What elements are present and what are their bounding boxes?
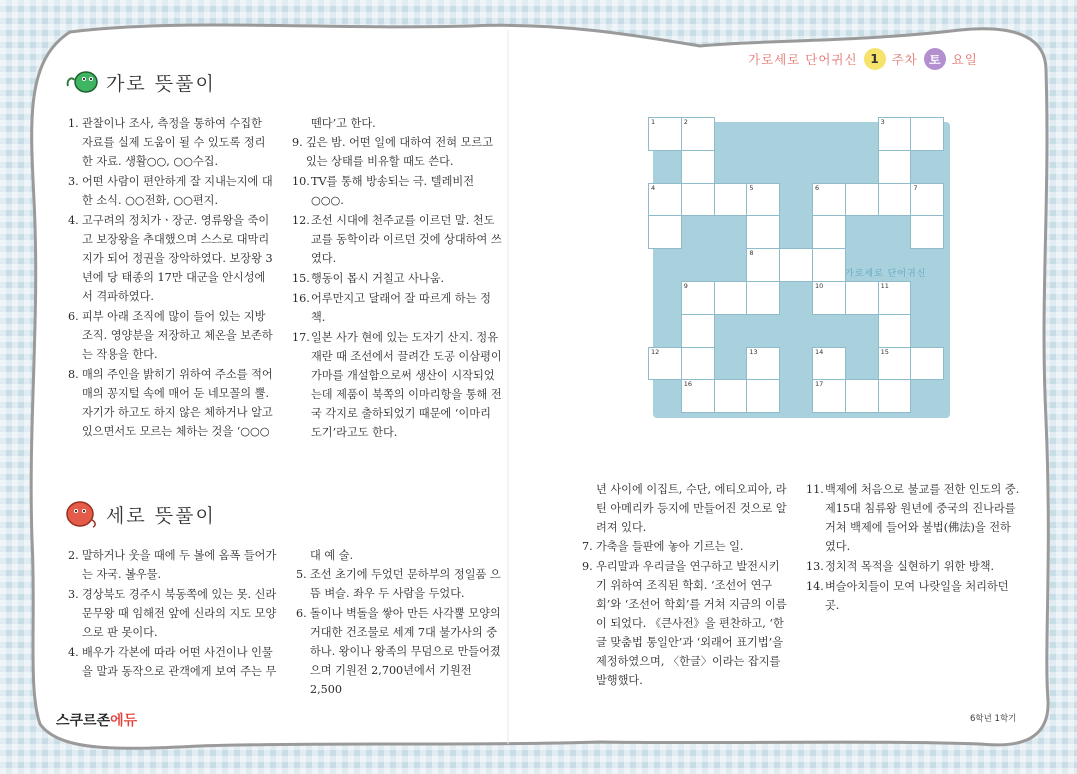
- grade-label: 6학년 1학기: [970, 714, 1017, 724]
- clue-item: [68, 585, 278, 642]
- crossword-cell[interactable]: [681, 314, 715, 348]
- cell-number: 6: [815, 183, 820, 192]
- clue-item: [296, 565, 504, 603]
- clue-number: 4.: [68, 646, 79, 659]
- clue-text: 관찰이나 조사, 측정을 통하여 수집한 자료를 실제 도움이 될 수 있도록 정리한 자료. 생활○○, ○○수집.: [82, 117, 266, 168]
- down-title: 세로 뜻풀이: [106, 504, 216, 527]
- across-heading: [64, 68, 216, 96]
- clue-item: [292, 133, 504, 171]
- ghost-mascot-icon: [64, 498, 100, 530]
- clue-number: 7.: [582, 540, 593, 553]
- clue-number: 11.: [806, 483, 824, 496]
- clue-text: 백제에 처음으로 불교를 전한 인도의 중. 제15대 침류왕 원년에 중국의 진나라를 거쳐 백제에 들어와 불법(佛法)을 전하였다.: [825, 483, 1020, 553]
- crossword-cell[interactable]: [812, 379, 846, 413]
- week-badge: 1: [864, 48, 886, 70]
- cell-number: 14: [815, 347, 824, 356]
- clue-item: [296, 604, 504, 699]
- clue-number: 9.: [292, 136, 303, 149]
- clue-text: 고구려의 정치가ㆍ장군. 영류왕을 죽이고 보장왕을 추대했으며 스스로 대막리지가 되어 정권을 장악하였다. 보장왕 3년에 당 태종의 17만 대군을 안시성에서 격파하였다.: [82, 214, 273, 303]
- clue-text: 정치적 목적을 실현하기 위한 방책.: [825, 560, 995, 573]
- down-clues-col1: [68, 546, 278, 682]
- crossword-cell[interactable]: [878, 183, 912, 217]
- crossword-cell[interactable]: [746, 281, 780, 315]
- clue-text: 경상북도 경주시 북동쪽에 있는 못. 신라 문무왕 때 임해전 앞에 신라의 지도 모양으로 판 못이다.: [82, 588, 277, 639]
- crossword-cell[interactable]: [681, 379, 715, 413]
- across-clues-col2: [292, 114, 504, 443]
- cell-number: 17: [815, 380, 824, 389]
- cell-number: 2: [683, 118, 688, 126]
- clue-item: [68, 307, 274, 364]
- crossword-cell[interactable]: [681, 183, 715, 217]
- across-title: 가로 뜻풀이: [106, 72, 216, 95]
- clue-number: 2.: [68, 549, 79, 562]
- clue-text: 깊은 밤. 어떤 일에 대하여 전혀 모르고 있는 상태를 비유할 때도 쓴다.: [306, 136, 494, 168]
- crossword-cell[interactable]: [746, 215, 780, 249]
- cell-number: 9: [683, 282, 688, 290]
- clue-text: 조선 초기에 두었던 문하부의 정일품 으뜸 벼슬. 좌우 두 사람을 두었다.: [310, 568, 501, 600]
- grid-watermark: 가로세로 단어귀신: [845, 269, 927, 279]
- clue-text: 어떤 사람이 편안하게 잘 지내는지에 대한 소식. ○○전화, ○○편지.: [82, 175, 273, 207]
- cell-number: 4: [651, 183, 656, 192]
- cell-number: 5: [749, 183, 754, 192]
- across-continuation: 뗀다’고 한다.: [311, 117, 376, 130]
- crossword-cell[interactable]: [648, 117, 682, 151]
- crossword-cell[interactable]: [878, 347, 912, 381]
- publisher-logo: [56, 710, 137, 730]
- clue-item: [292, 289, 504, 327]
- crossword-cell[interactable]: [812, 347, 846, 381]
- clue-item: [68, 172, 274, 210]
- crossword-cell[interactable]: [746, 347, 780, 381]
- down-continuation-2: 년 사이에 이집트, 수단, 에티오피아, 라틴 아메리카 등지에 만들어진 것으로 알려져 있다.: [596, 483, 787, 534]
- clue-text: 벼슬아치들이 모여 나랏일을 처리하던 곳.: [825, 580, 1009, 612]
- crossword-cell[interactable]: [878, 117, 912, 151]
- down-clues-col4: [806, 480, 1020, 616]
- clue-number: 17.: [292, 331, 310, 344]
- crossword-cell[interactable]: [878, 314, 912, 348]
- crossword-cell[interactable]: [878, 150, 912, 184]
- cell-number: 16: [683, 380, 693, 389]
- clue-text: 일본 사가 현에 있는 도자기 산지. 정유재란 때 조선에서 끌려간 도공 이삼평이 가마를 개설함으로써 생산이 시작되었는데 제품이 북쪽의 이마리항을 통해 전국 각지로 출하되었기 때문에 ‘이마리 도기’라고도 한다.: [311, 331, 502, 439]
- cell-number: 12: [651, 347, 660, 356]
- clue-text: 어루만지고 달래어 잘 따르게 하는 정책.: [311, 292, 491, 324]
- crossword-cell[interactable]: [746, 183, 780, 217]
- clue-item: [806, 557, 1020, 576]
- crossword-cell[interactable]: [746, 379, 780, 413]
- page-header: [748, 48, 978, 70]
- clue-item: [68, 114, 274, 171]
- clue-item: [806, 480, 1020, 556]
- clue-item: [292, 269, 504, 288]
- crossword-cell[interactable]: [845, 281, 879, 315]
- clue-text: 배우가 각본에 따라 어떤 사건이나 인물을 말과 동작으로 관객에게 보여 주는 무: [82, 646, 277, 678]
- clue-item: [582, 557, 790, 690]
- crossword-cell[interactable]: [714, 281, 748, 315]
- down-continuation-1: 대 예 술.: [310, 549, 354, 562]
- crossword-cell[interactable]: [878, 379, 912, 413]
- clue-item: [292, 328, 504, 442]
- header-title: 가로세로 단어귀신: [748, 52, 858, 67]
- clue-number: 5.: [296, 568, 307, 581]
- clue-item: [806, 577, 1020, 615]
- crossword-cell[interactable]: [681, 281, 715, 315]
- logo-text-edu: 에듀: [110, 713, 138, 729]
- down-heading: [64, 498, 216, 530]
- crossword-cell[interactable]: [779, 248, 813, 282]
- crossword-cell[interactable]: [681, 117, 715, 151]
- crossword-cell[interactable]: [812, 248, 846, 282]
- clue-text: 돌이나 벽돌을 쌓아 만든 사각뿔 모양의 거대한 건조물로 세계 7대 불가사의 중 하나. 왕이나 왕족의 무덤으로 만들어졌으며 기원전 2,700년에서 기원전 2,500: [310, 607, 501, 696]
- cell-number: 7: [913, 183, 918, 192]
- crossword-cell[interactable]: [878, 281, 912, 315]
- clue-number: 12.: [292, 214, 310, 227]
- clue-text: 말하거나 웃을 때에 두 볼에 옴폭 들어가는 자국. 볼우물.: [82, 549, 277, 581]
- clue-item: [292, 172, 504, 210]
- clue-number: 6.: [68, 310, 79, 323]
- clue-item: [582, 537, 790, 556]
- clue-text: TV를 통해 방송되는 극. 텔레비전 ○○○.: [311, 175, 475, 207]
- crossword-cell[interactable]: [845, 183, 879, 217]
- clue-number: 10.: [292, 175, 310, 188]
- crossword-cell[interactable]: [910, 347, 944, 381]
- clue-text: 가축을 들판에 놓아 기르는 일.: [596, 540, 744, 553]
- crossword-cell[interactable]: [746, 248, 780, 282]
- crossword-cell[interactable]: [714, 183, 748, 217]
- clue-item: [68, 546, 278, 584]
- crossword-cell[interactable]: [910, 215, 944, 249]
- clue-number: 6.: [296, 607, 307, 620]
- cell-number: 1: [651, 118, 656, 126]
- ghost-mascot-icon: [64, 68, 100, 96]
- crossword-cell[interactable]: [648, 183, 682, 217]
- crossword-cell[interactable]: [845, 379, 879, 413]
- clue-number: 16.: [292, 292, 310, 305]
- crossword-cell[interactable]: [681, 150, 715, 184]
- clue-number: 3.: [68, 175, 79, 188]
- clue-text: 행동이 몹시 거칠고 사나움.: [311, 272, 445, 285]
- crossword-cell[interactable]: [714, 379, 748, 413]
- cell-number: 3: [880, 118, 885, 126]
- logo-text-main: 스쿠르존: [56, 713, 111, 729]
- clue-number: 8.: [68, 368, 79, 381]
- down-clues-col2: [296, 546, 504, 700]
- week-label: 주차: [891, 52, 918, 67]
- clue-item: [292, 211, 504, 268]
- clue-item: [68, 643, 278, 681]
- clue-number: 14.: [806, 580, 824, 593]
- clue-number: 3.: [68, 588, 79, 601]
- clue-text: 매의 주인을 밝히기 위하여 주소를 적어 매의 꽁지털 속에 매어 둔 네모꼴의 뿔. 자기가 하고도 하지 않은 체하거나 알고 있으면서도 모르는 체하는 것을 ‘○○○: [82, 368, 273, 438]
- day-suffix: 요일: [951, 52, 978, 67]
- crossword-cell[interactable]: [812, 281, 846, 315]
- crossword-cell[interactable]: [648, 347, 682, 381]
- across-clues-col1: [68, 114, 274, 442]
- cell-number: 13: [749, 347, 758, 356]
- cell-number: 11: [880, 282, 889, 290]
- clue-number: 9.: [582, 560, 593, 573]
- crossword-cell[interactable]: [910, 117, 944, 151]
- cell-number: 10: [815, 282, 824, 290]
- cell-number: 15: [880, 347, 889, 356]
- crossword-cell[interactable]: [812, 215, 846, 249]
- clue-text: 우리말과 우리글을 연구하고 발전시키기 위하여 조직된 학회. ‘조선어 연구회’와 ‘조선어 학회’를 거쳐 지금의 이름이 되었다. 《큰사전》을 편찬하고, ‘한글 맞춤법 통일안’과 ‘외래어 표기법’을 제정하였으며, 〈한글〉이라는 잡지를 발행했다.: [596, 560, 787, 687]
- clue-text: 조선 시대에 천주교를 이르던 말. 천도교를 동학이라 이르던 것에 상대하여 쓰였다.: [311, 214, 502, 265]
- cell-number: 8: [749, 249, 754, 258]
- clue-number: 4.: [68, 214, 79, 227]
- clue-item: [68, 211, 274, 306]
- crossword-cell[interactable]: [648, 215, 682, 249]
- clue-number: 15.: [292, 272, 310, 285]
- day-badge: 토: [924, 48, 946, 70]
- crossword-cell[interactable]: [812, 183, 846, 217]
- crossword-cell[interactable]: [681, 347, 715, 381]
- crossword-cell[interactable]: [910, 183, 944, 217]
- clue-item: [68, 365, 274, 441]
- clue-text: 피부 아래 조직에 많이 들어 있는 지방 조직. 영양분을 저장하고 체온을 보존하는 작용을 한다.: [82, 310, 273, 361]
- clue-number: 1.: [68, 117, 79, 130]
- clue-number: 13.: [806, 560, 824, 573]
- down-clues-col3: [582, 480, 790, 691]
